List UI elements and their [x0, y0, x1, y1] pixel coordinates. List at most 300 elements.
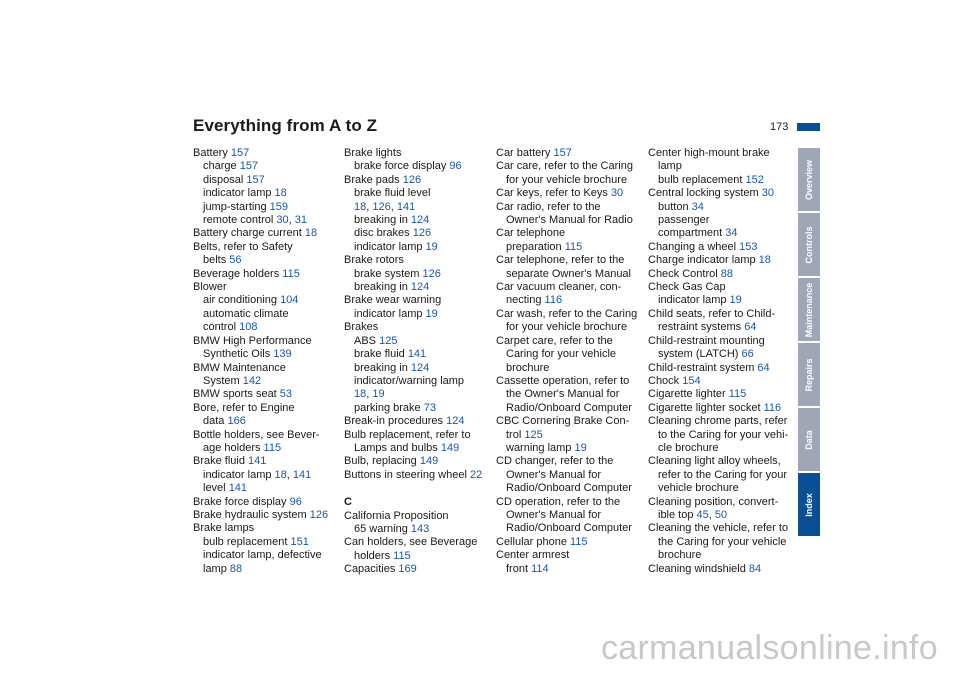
watermark: carmanualsonline.info: [600, 629, 938, 667]
page-link[interactable]: 18: [354, 388, 367, 401]
page-link[interactable]: 157: [239, 160, 259, 173]
entry-text: Caring for your vehicle: [506, 348, 617, 361]
page-link[interactable]: 115: [564, 240, 583, 253]
page-link[interactable]: 126: [402, 173, 422, 186]
index-entry: [648, 254, 798, 267]
page-link[interactable]: 104: [280, 294, 299, 307]
page-link[interactable]: 18: [274, 468, 287, 481]
index-entry: [648, 268, 798, 281]
entry-text: compartment: [658, 227, 726, 240]
index-entry: [648, 469, 798, 482]
entry-text: brake system: [354, 267, 423, 280]
entry-text: Chock: [648, 374, 683, 387]
index-entry: [648, 281, 798, 294]
entry-text: California Proposition: [344, 509, 449, 522]
index-entry: [193, 187, 343, 200]
page-link[interactable]: 22: [469, 468, 483, 481]
index-entry: [648, 294, 798, 307]
index-entry: [193, 268, 343, 281]
entry-text: Car care, refer to the Caring: [496, 160, 633, 173]
index-entry: [193, 536, 343, 549]
index-entry: [344, 442, 494, 455]
tab-label: Controls: [804, 226, 814, 263]
index-entry: [344, 254, 494, 267]
index-entry: [496, 522, 646, 535]
index-entry: [193, 241, 343, 254]
entry-text: data: [203, 415, 228, 428]
index-entry: ible top 45, 50: [658, 508, 728, 521]
entry-text: Car radio, refer to the: [496, 200, 601, 213]
entry-text: age holders: [203, 441, 264, 454]
index-entry: [648, 442, 798, 455]
index-entry: [648, 549, 798, 562]
index-entry: [648, 375, 798, 388]
entry-text: Owner's Manual for Radio: [506, 214, 633, 227]
index-entry: [193, 174, 343, 187]
page-link[interactable]: 126: [422, 267, 441, 280]
index-entry: [344, 147, 494, 160]
entry-text: 65 warning: [354, 522, 411, 535]
entry-text: indicator lamp: [658, 294, 730, 307]
page-link[interactable]: 142: [242, 374, 262, 387]
index-entry: [344, 241, 494, 254]
entry-text: Charge indicator lamp: [648, 254, 759, 267]
page-link[interactable]: 157: [246, 173, 265, 186]
index-column-4: [648, 147, 798, 576]
entry-text: system (LATCH): [658, 348, 742, 361]
entry-text: brochure: [658, 549, 702, 562]
page-link[interactable]: 151: [290, 535, 309, 548]
entry-text: Synthetic Oils: [203, 348, 274, 361]
index-entry: [496, 375, 646, 388]
section-tabs: [798, 148, 820, 538]
index-entry: [193, 335, 343, 348]
page-link[interactable]: 19: [425, 240, 438, 253]
entry-text: disc brakes: [354, 227, 413, 240]
page-link[interactable]: 53: [279, 388, 293, 401]
index-entry: [496, 160, 646, 173]
page-link[interactable]: 157: [553, 147, 572, 159]
page-link[interactable]: 116: [763, 401, 782, 414]
index-entry: [193, 549, 343, 562]
index-entry: [344, 563, 494, 576]
entry-text: cle brochure: [658, 441, 719, 454]
entry-text: Center high-mount brake: [648, 147, 770, 159]
entry-text: System: [203, 374, 243, 387]
index-entry: [193, 321, 343, 334]
entry-text: Beverage holders: [193, 267, 283, 280]
page-link[interactable]: 30: [276, 214, 289, 227]
page-link[interactable]: 115: [393, 549, 411, 562]
entry-text: Bulb replacement, refer to: [344, 428, 471, 441]
page-link[interactable]: 152: [745, 173, 764, 186]
index-entry: [496, 549, 646, 562]
index-entry: [193, 227, 343, 240]
entry-text: Child-restraint mounting: [648, 334, 765, 347]
page-link[interactable]: 88: [720, 267, 734, 280]
entry-text: breaking in: [354, 281, 411, 294]
index-entry: [496, 482, 646, 495]
index-entry: [193, 455, 343, 468]
entry-text: Child-restraint system: [648, 361, 758, 374]
entry-text: remote control: [203, 214, 277, 227]
index-entry: [648, 227, 798, 240]
entry-text: Brake fluid: [193, 455, 249, 468]
index-entry: [496, 294, 646, 307]
index-entry: [344, 214, 494, 227]
index-entry: [193, 442, 343, 455]
index-entry: [496, 536, 646, 549]
tab-label: Overview: [804, 159, 814, 200]
tab-label: Data: [804, 429, 814, 450]
index-entry: [193, 308, 343, 321]
entry-text: Cigarette lighter socket: [648, 401, 764, 414]
index-entry: [193, 509, 343, 522]
index-entry: [648, 496, 798, 509]
page-link[interactable]: 139: [273, 348, 292, 361]
index-entry: [496, 174, 646, 187]
page-link[interactable]: 73: [423, 401, 436, 414]
index-entry: [193, 496, 343, 509]
index-entry: [648, 402, 798, 415]
index-entry: [496, 348, 646, 361]
page-link[interactable]: 166: [227, 415, 246, 428]
page-link[interactable]: 96: [449, 160, 462, 173]
page-link[interactable]: 56: [229, 254, 242, 267]
page-link[interactable]: 141: [407, 348, 427, 361]
page-link[interactable]: 126: [372, 200, 391, 213]
page-link[interactable]: 18: [758, 254, 771, 267]
entry-text: trol: [506, 428, 525, 441]
page-link[interactable]: 114: [531, 562, 549, 575]
entry-text: BMW sports seat: [193, 388, 280, 401]
index-entry: [648, 415, 798, 428]
entry-text: Buttons in steering wheel: [344, 468, 470, 481]
entry-text: Brake pads: [344, 173, 403, 186]
page-link[interactable]: 157: [230, 147, 250, 159]
entry-text: Car keys, refer to Keys: [496, 187, 611, 200]
index-entry: [496, 469, 646, 482]
index-entry: [648, 388, 798, 401]
tab-controls[interactable]: [798, 213, 820, 276]
page-link[interactable]: 30: [761, 187, 774, 200]
index-entry: [648, 174, 798, 187]
index-entry: [344, 321, 494, 334]
entry-text: separate Owner's Manual: [506, 267, 631, 280]
page-link[interactable]: 126: [309, 508, 329, 521]
entry-text: Brake wear warning: [344, 294, 442, 307]
page-link[interactable]: 34: [691, 200, 704, 213]
index-entry: [344, 335, 494, 348]
index-entry: [193, 482, 343, 495]
entry-text: Carpet care, refer to the: [496, 334, 613, 347]
index-entry: 18, 126, 141: [354, 200, 416, 213]
index-entry: [496, 254, 646, 267]
page-link[interactable]: 141: [292, 468, 312, 481]
page-link[interactable]: 115: [263, 441, 282, 454]
entry-text: breaking in: [354, 214, 411, 227]
entry-text: indicator lamp: [354, 307, 426, 320]
page-link[interactable]: 124: [410, 214, 430, 227]
index-entry: [648, 429, 798, 442]
page-link[interactable]: 96: [289, 495, 302, 508]
index-entry: [496, 335, 646, 348]
page-link[interactable]: 169: [398, 563, 417, 576]
index-entry: [193, 294, 343, 307]
entry-text: Owner's Manual for: [506, 508, 602, 521]
tab-maintenance[interactable]: [798, 278, 820, 341]
index-entry: [344, 429, 494, 442]
entry-text: Owner's Manual for: [506, 468, 602, 481]
page-link[interactable]: 153: [739, 240, 758, 253]
page-link[interactable]: 149: [419, 455, 439, 468]
index-entry: [648, 201, 798, 214]
index-entry: [344, 469, 494, 482]
entry-text: front: [506, 562, 532, 575]
index-entry: [648, 308, 798, 321]
page-number: 173: [770, 121, 789, 133]
entry-text: belts: [203, 254, 230, 267]
entry-text: indicator lamp: [203, 468, 275, 481]
index-entry: [648, 563, 798, 576]
index-entry: [496, 415, 646, 428]
entry-text: Brake rotors: [344, 254, 404, 267]
index-entry: [344, 227, 494, 240]
index-entry: [496, 429, 646, 442]
page-link[interactable]: 19: [574, 441, 587, 454]
page-link[interactable]: 141: [248, 455, 267, 468]
entry-text: breaking in: [354, 361, 411, 374]
index-entry: [344, 174, 494, 187]
tab-label: Repairs: [804, 357, 814, 392]
entry-text: Battery charge current: [193, 227, 305, 240]
index-entry: [344, 536, 494, 549]
page-link[interactable]: 30: [610, 187, 624, 200]
entry-text: jump-starting: [203, 200, 270, 213]
index-letter-heading: [344, 482, 494, 509]
index-entry: [344, 294, 494, 307]
index-column-2: [344, 147, 494, 577]
entry-text: Radio/Onboard Computer: [506, 401, 632, 414]
index-entry: [648, 522, 798, 535]
index-entry: [344, 281, 494, 294]
entry-text: ible top: [658, 508, 697, 521]
page-link[interactable]: 64: [744, 321, 757, 334]
index-entry: [193, 160, 343, 173]
entry-text: Cassette operation, refer to: [496, 374, 630, 387]
entry-text: Capacities: [344, 563, 399, 576]
entry-text: brake force display: [354, 160, 450, 173]
entry-text: Car telephone: [496, 227, 566, 240]
entry-text: Check Gas Cap: [648, 281, 726, 294]
index-entry: [344, 510, 494, 523]
index-entry: [496, 455, 646, 468]
entry-text: Car vacuum cleaner, con-: [496, 281, 622, 294]
index-entry: [344, 362, 494, 375]
page-link[interactable]: 126: [412, 227, 432, 240]
index-entry: [648, 187, 798, 200]
index-entry: [193, 147, 343, 160]
tab-label: Index: [804, 492, 814, 517]
page-link[interactable]: 115: [282, 267, 300, 280]
entry-text: brochure: [506, 361, 550, 374]
page-link[interactable]: 18: [304, 227, 318, 240]
entry-text: brake fluid level: [354, 187, 431, 200]
index-column-3: [496, 147, 646, 576]
tab-data[interactable]: [798, 408, 820, 471]
tab-overview[interactable]: [798, 148, 820, 211]
entry-text: Check Control: [648, 267, 721, 280]
entry-text: bulb replacement: [203, 535, 291, 548]
entry-text: Changing a wheel: [648, 240, 740, 253]
index-entry: [496, 509, 646, 522]
index-entry: [344, 375, 494, 388]
entry-text: for your vehicle brochure: [506, 173, 628, 186]
index-entry: [496, 268, 646, 281]
page-title: Everything from A to Z: [193, 116, 378, 135]
page-link[interactable]: 143: [410, 522, 430, 535]
page-link[interactable]: 124: [410, 361, 430, 374]
page-link[interactable]: 45: [696, 508, 709, 521]
entry-text: brake fluid: [354, 348, 408, 361]
entry-text: Bottle holders, see Bever-: [193, 428, 320, 441]
index-entry: [496, 214, 646, 227]
page-link[interactable]: 31: [294, 214, 307, 227]
entry-text: preparation: [506, 240, 565, 253]
entry-text: restraint systems: [658, 321, 745, 334]
page-link[interactable]: 64: [757, 361, 770, 374]
index-entry: [648, 241, 798, 254]
index-entry: [648, 348, 798, 361]
entry-text: bulb replacement: [658, 173, 746, 186]
page-link[interactable]: 18: [354, 200, 367, 213]
entry-text: Break-in procedures: [344, 415, 447, 428]
entry-text: Brake force display: [193, 495, 290, 508]
page-link[interactable]: 141: [228, 482, 248, 495]
entry-text: Cleaning position, convert-: [648, 495, 779, 508]
index-entry: [344, 160, 494, 173]
entry-text: CD changer, refer to the: [496, 455, 614, 468]
entry-text: passenger: [658, 214, 710, 227]
entry-text: indicator lamp: [354, 240, 426, 253]
entry-text: vehicle brochure: [658, 482, 739, 495]
page-link[interactable]: 154: [682, 374, 701, 387]
index-entry: [648, 482, 798, 495]
index-entry: [193, 201, 343, 214]
page-link[interactable]: 115: [728, 388, 747, 401]
tab-index[interactable]: [798, 473, 820, 536]
entry-text: ABS: [354, 334, 380, 347]
page-link[interactable]: 88: [229, 562, 243, 575]
page-link[interactable]: 125: [524, 428, 543, 441]
index-entry: [496, 201, 646, 214]
index-entry: [344, 187, 494, 200]
index-entry: [496, 563, 646, 576]
entry-text: CD operation, refer to the: [496, 495, 621, 508]
entry-text: indicator/warning lamp: [354, 374, 465, 387]
index-entry: [648, 321, 798, 334]
tab-repairs[interactable]: [798, 343, 820, 406]
index-entry: [648, 147, 798, 160]
page-link[interactable]: 50: [714, 508, 728, 521]
entry-text: Car battery: [496, 147, 554, 159]
entry-text: Central locking system: [648, 187, 762, 200]
index-entry: [648, 214, 798, 227]
page-link[interactable]: 66: [741, 348, 754, 361]
entry-text: lamp: [203, 562, 230, 575]
index-entry: [193, 281, 343, 294]
entry-text: Bore, refer to Engine: [193, 401, 295, 414]
index-entry: [496, 442, 646, 455]
entry-text: button: [658, 200, 692, 213]
index-entry: [648, 335, 798, 348]
entry-text: Lamps and bulbs: [354, 441, 441, 454]
page-link[interactable]: 19: [425, 307, 438, 320]
entry-text: Blower: [193, 281, 227, 294]
index-entry: [344, 550, 494, 563]
page-link[interactable]: 124: [410, 281, 430, 294]
index-entry: [648, 536, 798, 549]
entry-text: to the Caring for your vehi-: [658, 428, 789, 441]
entry-text: indicator lamp, defective: [203, 549, 322, 562]
index-entry: [496, 147, 646, 160]
entry-text: the Caring for your vehicle: [658, 535, 787, 548]
index-entry: [496, 187, 646, 200]
index-entry: [496, 402, 646, 415]
entry-text: automatic climate: [203, 307, 289, 320]
page-link[interactable]: 141: [396, 200, 416, 213]
index-entry: [496, 281, 646, 294]
entry-text: Belts, refer to Safety: [193, 240, 293, 253]
index-entry: [193, 254, 343, 267]
page-link[interactable]: 19: [729, 294, 742, 307]
entry-text: Cleaning chrome parts, refer: [648, 415, 788, 428]
index-entry: [344, 455, 494, 468]
page-link[interactable]: 115: [570, 535, 588, 548]
entry-text: BMW Maintenance: [193, 361, 286, 374]
page-link[interactable]: 34: [725, 227, 738, 240]
page-link[interactable]: 149: [440, 441, 460, 454]
page-link[interactable]: 108: [239, 321, 258, 334]
page-link[interactable]: 125: [379, 334, 398, 347]
index-entry: [193, 402, 343, 415]
index-entry: [193, 429, 343, 442]
entry-text: indicator lamp: [203, 187, 275, 200]
entry-text: Can holders, see Beverage: [344, 536, 478, 549]
entry-text: Bulb, replacing: [344, 455, 420, 468]
entry-text: Car telephone, refer to the: [496, 254, 625, 267]
entry-text: Battery: [193, 147, 231, 159]
entry-text: Cleaning the vehicle, refer to: [648, 522, 789, 535]
entry-text: necting: [506, 294, 545, 307]
index-entry: [496, 227, 646, 240]
page-link[interactable]: 18: [274, 187, 287, 200]
page-link[interactable]: 124: [446, 415, 465, 428]
page-link[interactable]: 19: [372, 388, 385, 401]
page-link[interactable]: 159: [269, 200, 288, 213]
index-entry: [193, 388, 343, 401]
page-link[interactable]: 116: [544, 294, 563, 307]
entry-text: Radio/Onboard Computer: [506, 522, 632, 535]
index-entry: [496, 241, 646, 254]
index-entry: [344, 348, 494, 361]
index-entry: [193, 563, 343, 576]
entry-text: Brakes: [344, 321, 379, 334]
page-link[interactable]: 84: [748, 562, 762, 575]
index-entry: [344, 415, 494, 428]
tab-label: Maintenance: [804, 282, 814, 337]
entry-text: lamp: [658, 160, 682, 173]
